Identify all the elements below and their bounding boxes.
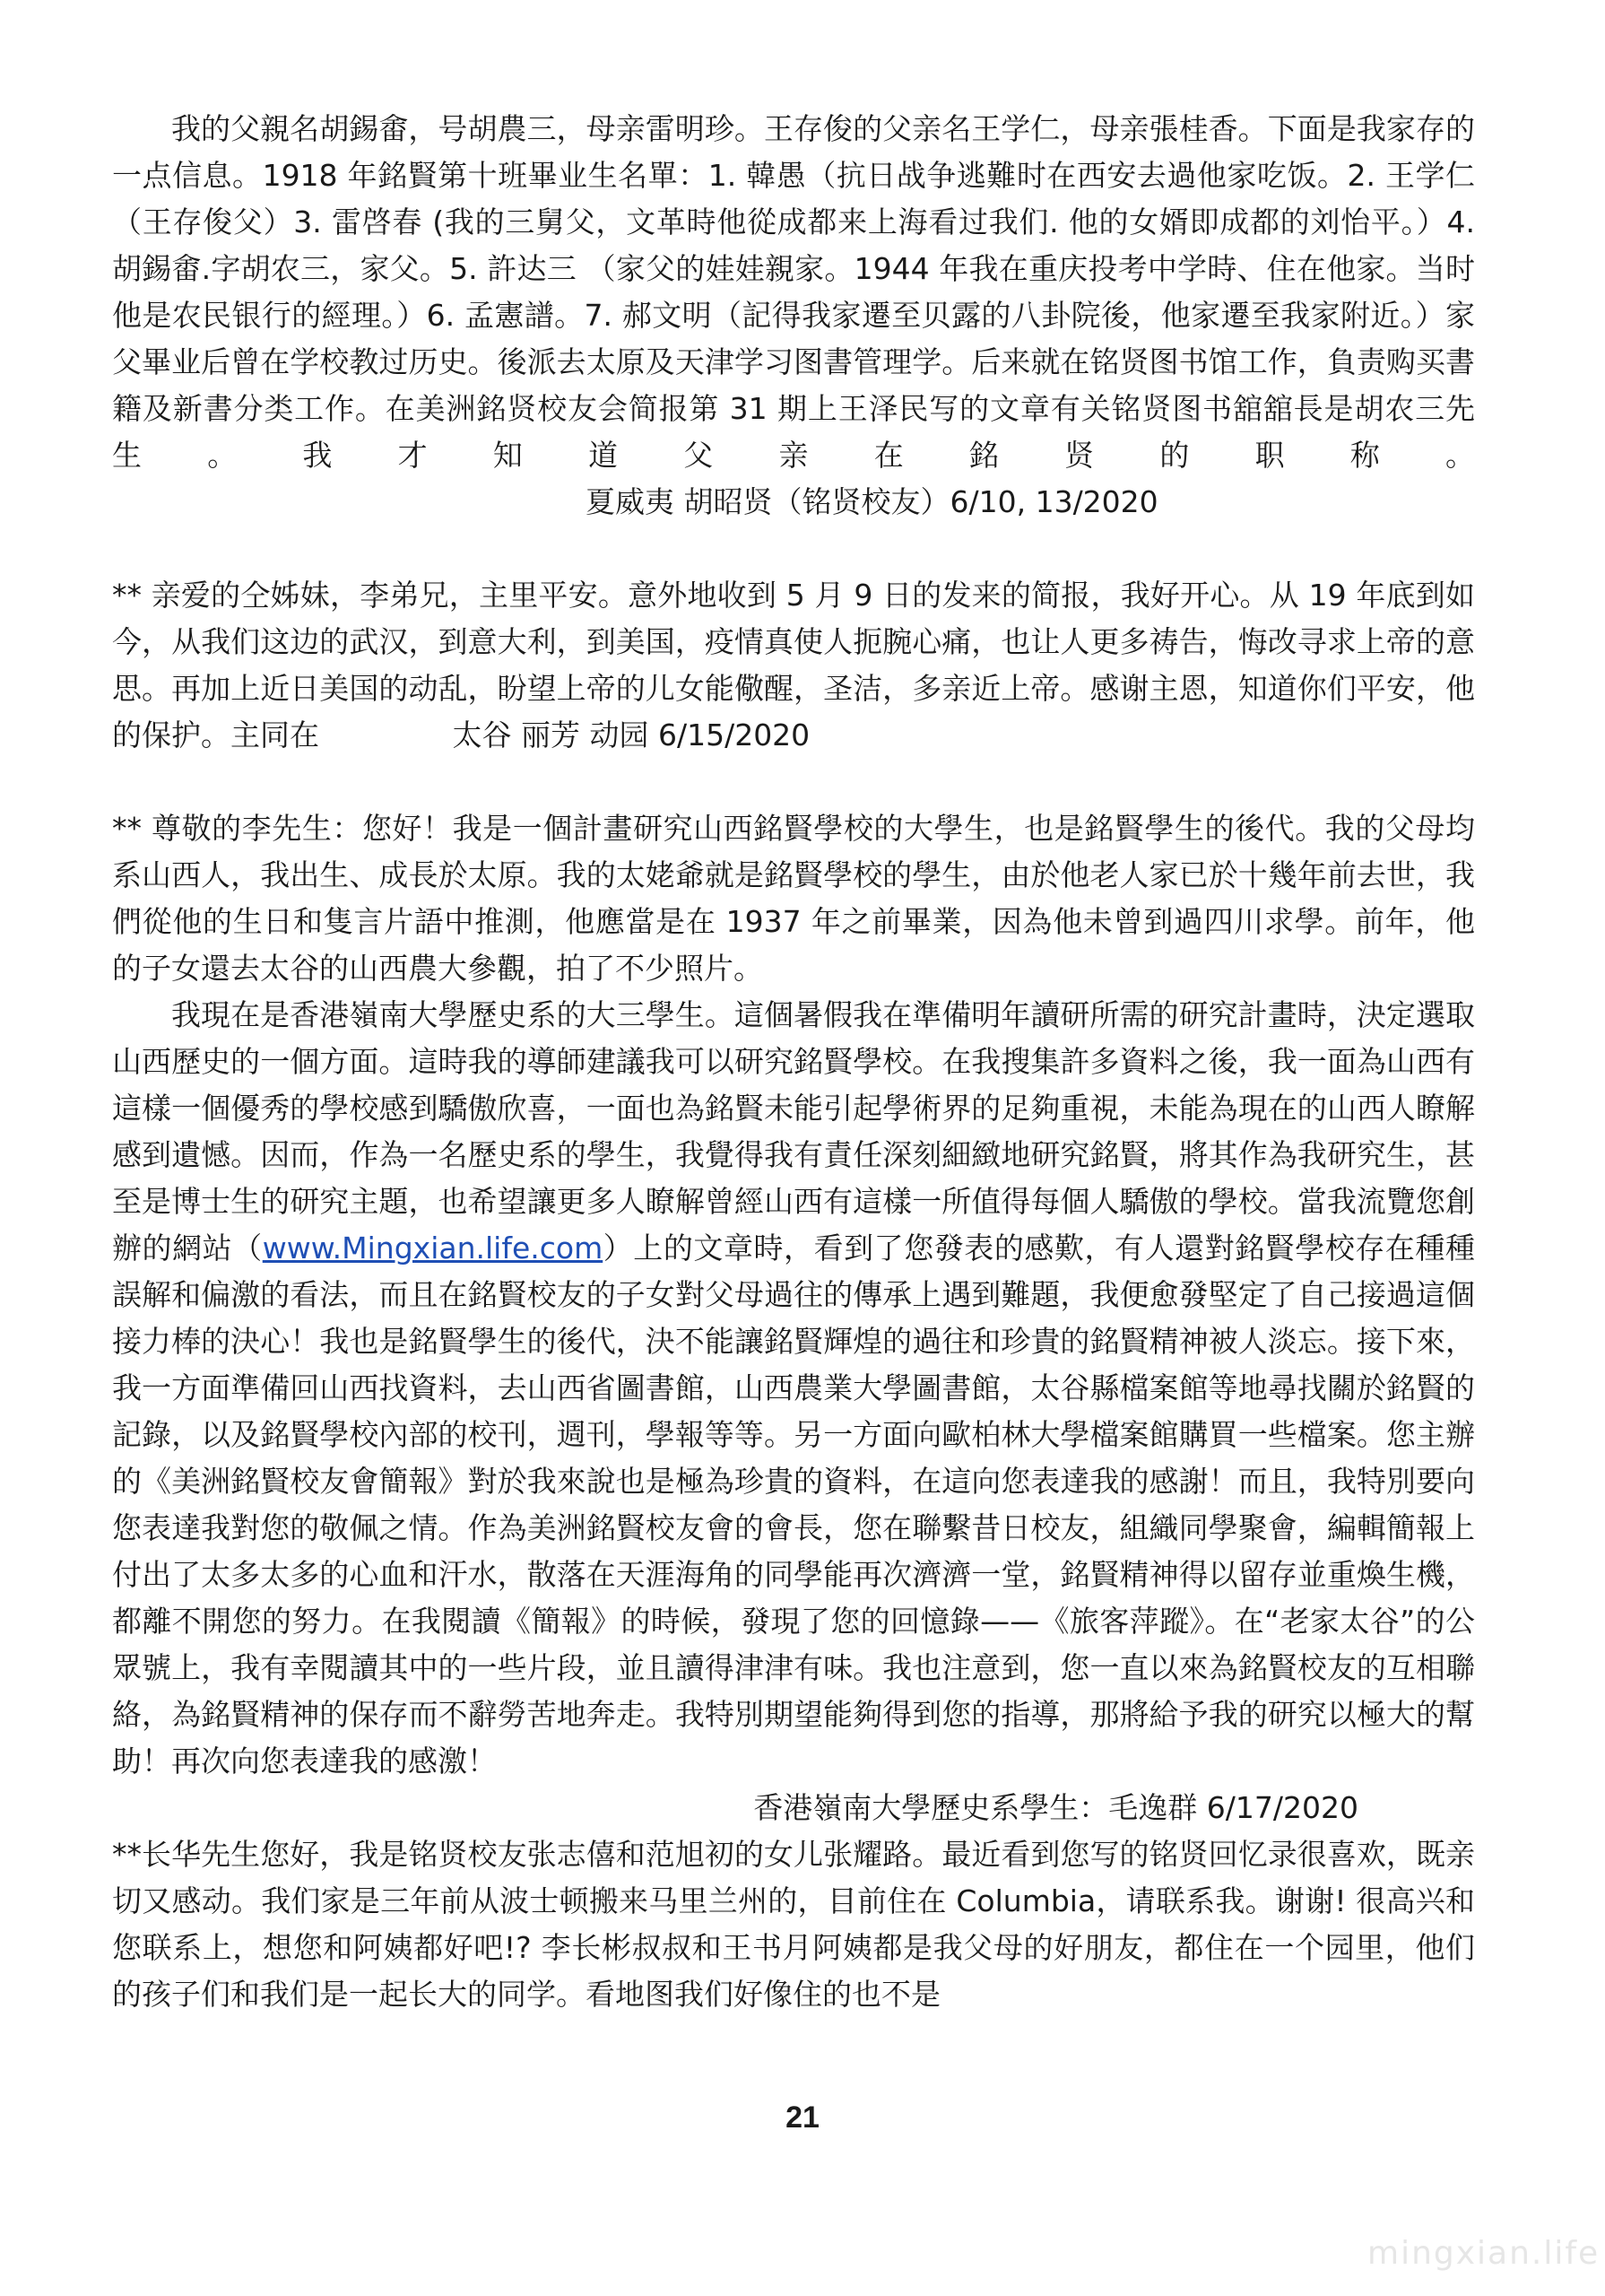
letter-1-signature: 夏威夷 胡昭贤（铭贤校友）6/10, 13/2020 [586,484,1158,519]
letter-paragraph-4 [112,992,1475,1785]
letter-4-text-before-link: 我現在是香港嶺南大學歷史系的大三學生。這個暑假我在準備明年讀研所需的研究計畫時，決定選取山西歷史的一個方面。這時我的導師建議我可以研究銘賢學校。在我搜集許多資料之後，我一面為山西有這樣一個優秀的學校感到驕傲欣喜，一面也為銘賢未能引起學術界的足夠重視，未能為現在的山西人瞭解感到遺憾。因而，作為一名歷史系的學生，我覺得我有責任深刻細緻地研究銘賢，將其作為我研究生，甚至是博士生的研究主題，也希望讓更多人瞭解曾經山西有這樣一所值得每個人驕傲的學校。當我流覽您創辦的網站（ [112,997,1475,1265]
letter-3-text: ** 尊敬的李先生：您好！我是一個計畫研究山西銘賢學校的大學生，也是銘賢學生的後代。我的父母均系山西人，我出生、成長於太原。我的太姥爺就是銘賢學校的學生，由於他老人家已於十幾年前去世，我們從他的生日和隻言片語中推測，他應當是在 1937 年之前畢業，因為他未曾到過四川求學。前年，他的子女還去太谷的山西農大參觀，拍了不少照片。 [112,811,1475,986]
site-watermark: mingxian.life [1367,2235,1601,2272]
letter-1-text: 我的父親名胡錫畬，号胡農三，母亲雷明珍。王存俊的父亲名王学仁，母亲張桂香。下面是我家存的一点信息。1918 年銘賢第十班畢业生名單：1. 韓愚（抗日战争逃難时在西安去過他家吃饭。2. 王学仁（王存俊父）3. 雷啓春 (我的三舅父，文革時他從成都来上海看过我们. 他的女婿即成都的刘怡平。）4. 胡錫畬.字胡农三，家父。5. 許达三 （家父的娃娃親家。1944 年我在重庆投考中学時、住在他家。当时他是农民银行的經理。）6. 孟憲譜。7. 郝文明（記得我家遷至贝露的八卦院後，他家遷至我家附近。）家父畢业后曾在学校教过历史。後派去太原及天津学习图書管理学。后来就在铭贤图书馆工作，負责购买書籍及新書分类工作。在美洲銘贤校友会简报第 31 期上王泽民写的文章有关铭贤图书舘舘長是胡农三先生。我才知道父亲在銘贤的职称。 [112,111,1475,473]
letter-paragraph-5 [112,1831,1475,2018]
letter-2-text: ** 亲爱的仝姊妹，李弟兄，主里平安。意外地收到 5 月 9 日的发来的简报，我好开心。从 19 年底到如今，从我们这边的武汉，到意大利，到美国，疫情真使人扼腕心痛，也让人更多祷告，悔改寻求上帝的意思。再加上近日美国的动乱，盼望上帝的儿女能儆醒，圣洁，多亲近上帝。感谢主恩，知道你们平安，他的保护。主同在 [112,578,1475,752]
mingxian-website-link[interactable]: www.Mingxian.life.com [262,1231,603,1265]
paragraph-gap [112,759,1475,805]
document-body [112,106,1475,2018]
letter-2-signature: 太谷 丽芳 动园 6/15/2020 [452,718,811,752]
letter-paragraph-1 [112,106,1475,526]
letter-paragraph-2 [112,572,1475,759]
letter-4-signature: 香港嶺南大學歷史系學生：毛逸群 6/17/2020 [753,1790,1358,1825]
paragraph-gap [112,526,1475,572]
page-number: 21 [785,2100,820,2135]
letter-4-text-after-link: ）上的文章時，看到了您發表的感歎，有人還對銘賢學校存在種種誤解和偏激的看法，而且在銘賢校友的子女對父母過往的傳承上遇到難題，我便愈發堅定了自己接過這個接力棒的決心！我也是銘賢學生的後代，決不能讓銘賢輝煌的過往和珍貴的銘賢精神被人淡忘。接下來，我一方面準備回山西找資料，去山西省圖書館，山西農業大學圖書館，太谷縣檔案館等地尋找關於銘賢的記錄，以及銘賢學校內部的校刊，週刊，學報等等。另一方面向歐柏林大學檔案館購買一些檔案。您主辦的《美洲銘賢校友會簡報》對於我來說也是極為珍貴的資料，在這向您表達我的感謝！而且，我特別要向您表達我對您的敬佩之情。作為美洲銘賢校友會的會長，您在聯繫昔日校友，組織同學聚會，編輯簡報上付出了太多太多的心血和汗水，散落在天涯海角的同學能再次濟濟一堂，銘賢精神得以留存並重煥生機，都離不開您的努力。在我閱讀《簡報》的時候，發現了您的回憶錄——《旅客萍蹤》。在“老家太谷”的公眾號上，我有幸閱讀其中的一些片段，並且讀得津津有味。我也注意到，您一直以來為銘賢校友的互相聯絡，為銘賢精神的保存而不辭勞苦地奔走。我特別期望能夠得到您的指導，那將給予我的研究以極大的幫助！再次向您表達我的感激！ [112,1231,1476,1779]
letter-paragraph-3 [112,805,1475,992]
letter-5-text: **长华先生您好，我是铭贤校友张志僖和范旭初的女儿张耀路。最近看到您写的铭贤回忆录很喜欢，既亲切又感动。我们家是三年前从波士顿搬来马里兰州的，目前住在 Columbia，请联系我。谢谢! 很高兴和您联系上，想您和阿姨都好吧!? 李长彬叔叔和王书月阿姨都是我父母的好朋友，都住在一个园里，他们的孩子们和我们是一起长大的同学。看地图我们好像住的也不是 [112,1837,1475,2012]
